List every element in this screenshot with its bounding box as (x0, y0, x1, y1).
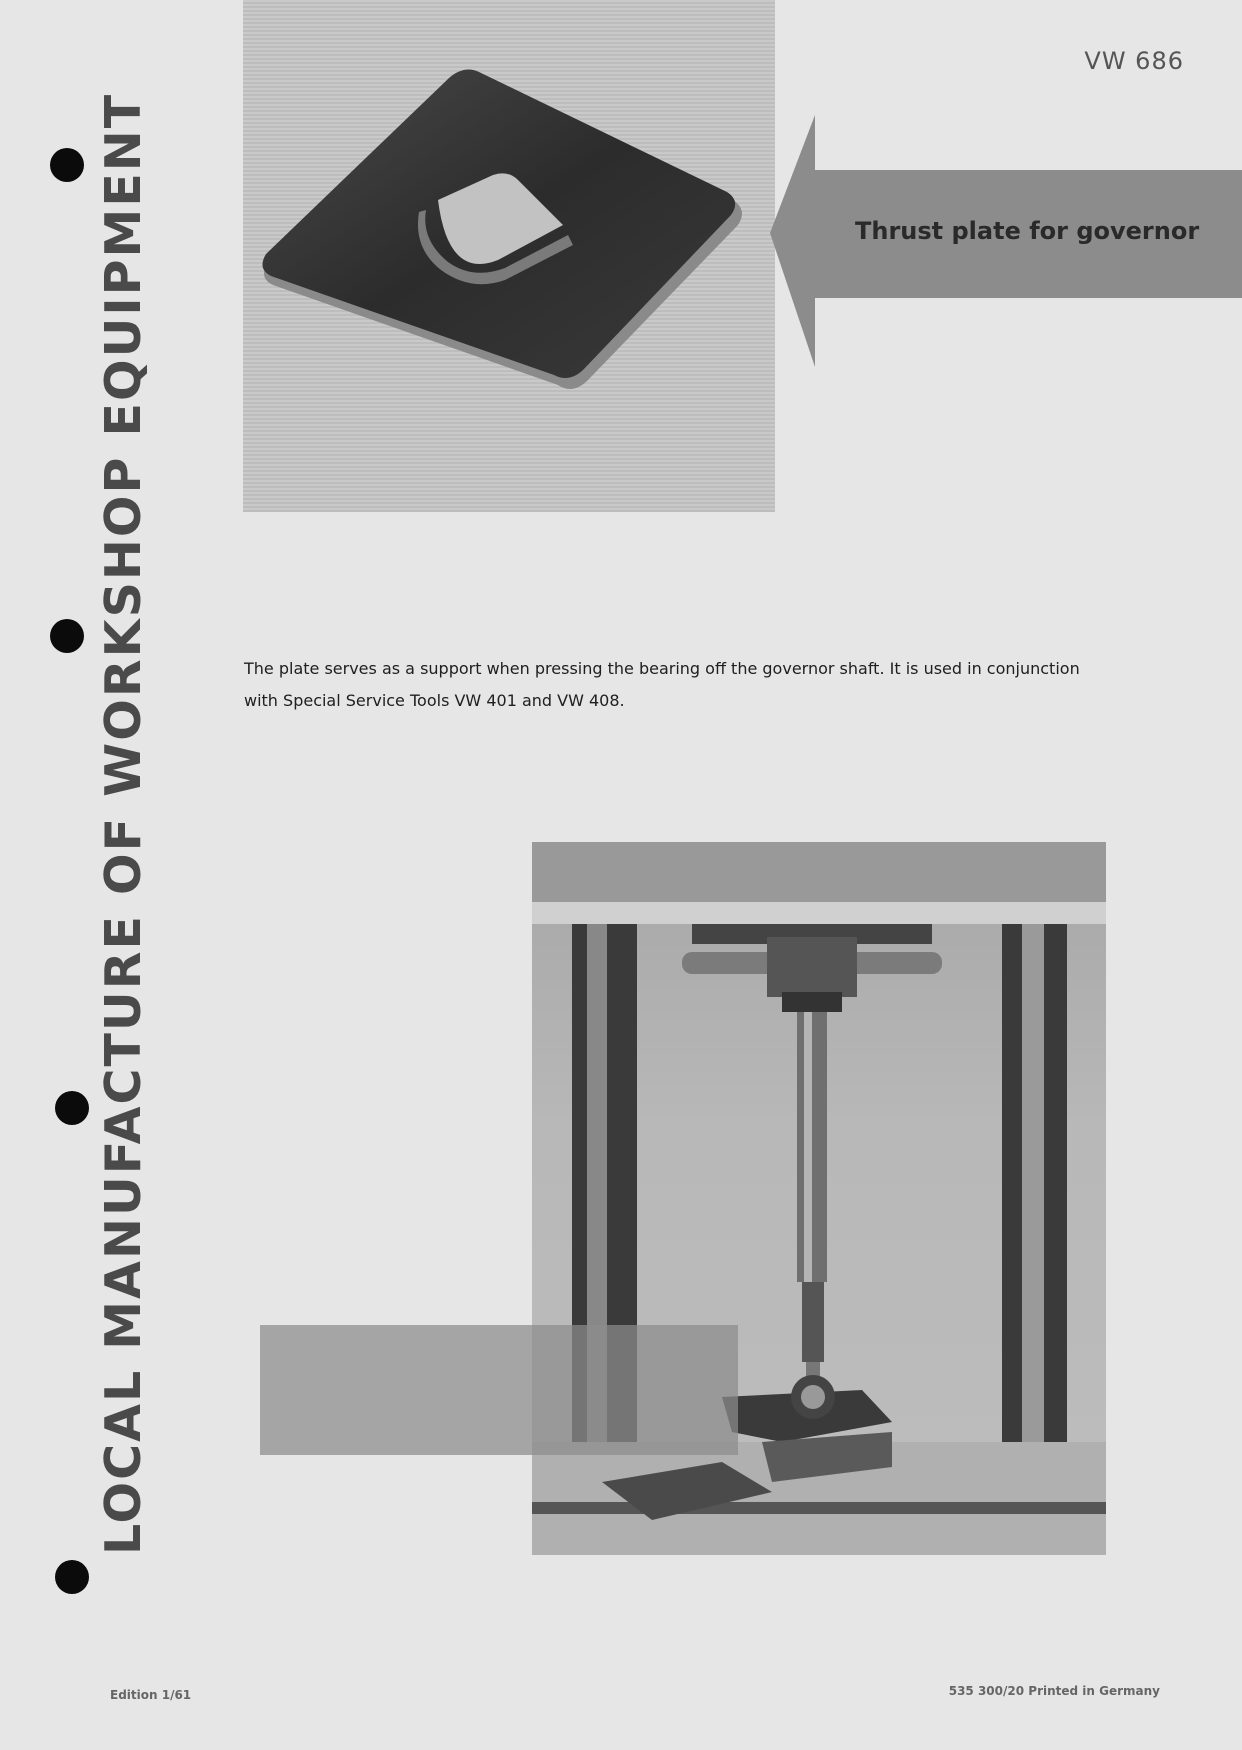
decorative-band (260, 1325, 738, 1455)
binder-hole (50, 148, 84, 182)
description-line-2: with Special Service Tools VW 401 and VW 408. (244, 691, 625, 710)
description-line-1: The plate serves as a support when pressing the bearing off the governor shaft. It is used in conjunction (244, 659, 1080, 678)
binder-hole (55, 1560, 89, 1594)
edition-label: Edition 1/61 (110, 1688, 192, 1702)
callout-label: Thrust plate for governor (855, 217, 1200, 245)
thrust-plate-illustration (243, 0, 775, 512)
binder-hole (55, 1091, 89, 1125)
thrust-plate-photo (243, 0, 775, 512)
print-info: 535 300/20 Printed in Germany (948, 1684, 1160, 1698)
binder-hole (50, 619, 84, 653)
side-title: LOCAL MANUFACTURE OF WORKSHOP EQUIPMENT (95, 92, 152, 1555)
document-number: VW 686 (1084, 47, 1184, 75)
description-text (244, 653, 1124, 717)
